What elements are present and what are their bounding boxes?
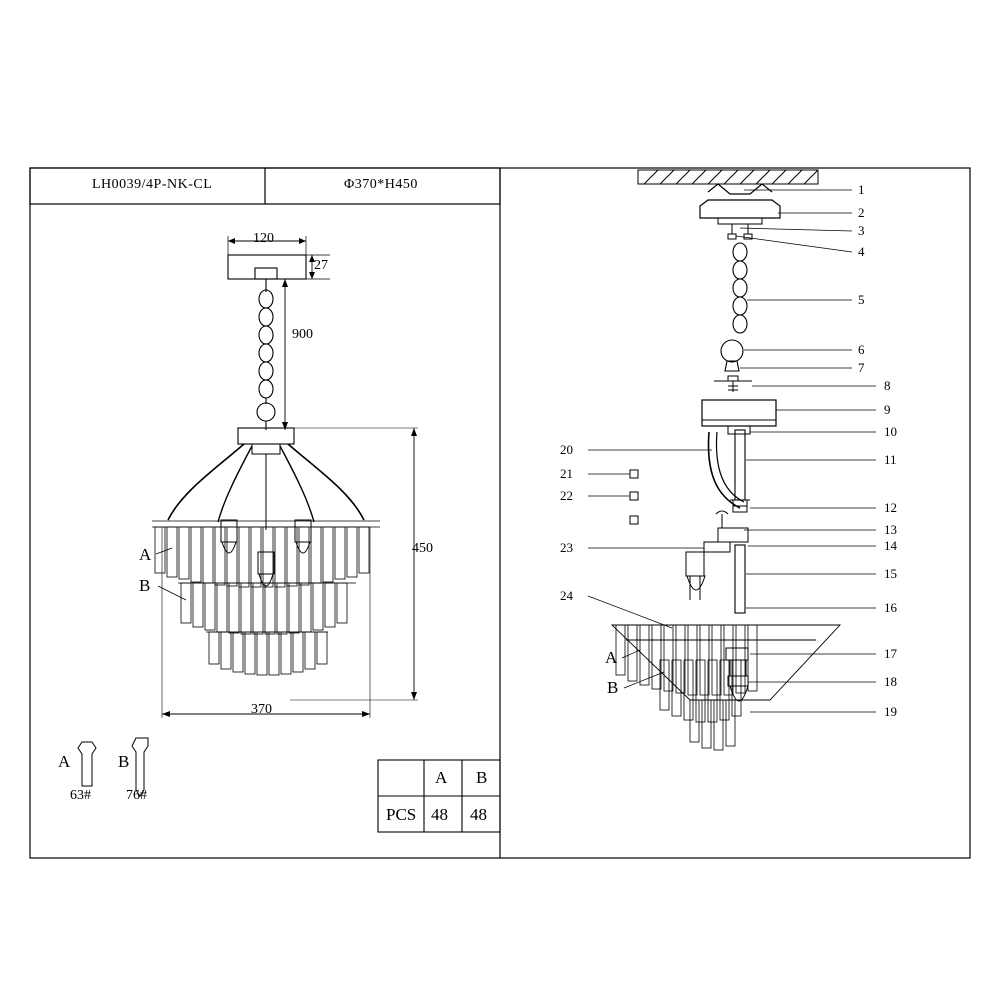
callout-15: 15	[884, 566, 897, 581]
dim-drop-height: 900	[292, 327, 313, 342]
callout-5: 5	[858, 292, 865, 307]
callout-20: 20	[560, 442, 573, 457]
dimension-code-text: Φ370*H450	[344, 177, 418, 192]
legend-count-b: 76#	[126, 788, 147, 803]
callout-21: 21	[560, 466, 573, 481]
callout-19: 19	[884, 704, 897, 719]
callout-8: 8	[884, 378, 891, 393]
callout-7: 7	[858, 360, 865, 375]
parts-table-col-b: B	[476, 768, 488, 787]
callout-4: 4	[858, 244, 865, 259]
legend-label-b: B	[118, 752, 130, 771]
parts-table-value-a: 48	[431, 805, 448, 824]
callout-23: 23	[560, 540, 573, 555]
model-code-text: LH0039/4P-NK-CL	[92, 177, 213, 192]
callout-18: 18	[884, 674, 897, 689]
parts-table-col-a: A	[435, 768, 448, 787]
callout-24: 24	[560, 588, 573, 603]
dim-canopy-height: 27	[314, 258, 328, 273]
callout-11: 11	[884, 452, 897, 467]
dim-canopy-width: 120	[253, 231, 274, 246]
parts-table-row-header: PCS	[386, 805, 417, 824]
left-crystal-label-b: B	[139, 576, 151, 595]
right-crystal-label-a: A	[605, 648, 618, 667]
legend-count-a: 63#	[70, 788, 91, 803]
right-crystal-label-b: B	[607, 678, 619, 697]
callout-6: 6	[858, 342, 865, 357]
callout-10: 10	[884, 424, 897, 439]
callout-22: 22	[560, 488, 573, 503]
callout-1: 1	[858, 182, 865, 197]
legend-label-a: A	[58, 752, 71, 771]
callout-16: 16	[884, 600, 897, 615]
callout-13: 13	[884, 522, 897, 537]
callout-12: 12	[884, 500, 897, 515]
callout-14: 14	[884, 538, 897, 553]
left-crystal-label-a: A	[139, 545, 152, 564]
callout-9: 9	[884, 402, 891, 417]
callout-3: 3	[858, 223, 865, 238]
dim-body-diameter: 370	[251, 702, 272, 717]
callout-2: 2	[858, 205, 865, 220]
callout-17: 17	[884, 646, 897, 661]
dim-body-height: 450	[412, 541, 433, 556]
parts-table-value-b: 48	[470, 805, 487, 824]
